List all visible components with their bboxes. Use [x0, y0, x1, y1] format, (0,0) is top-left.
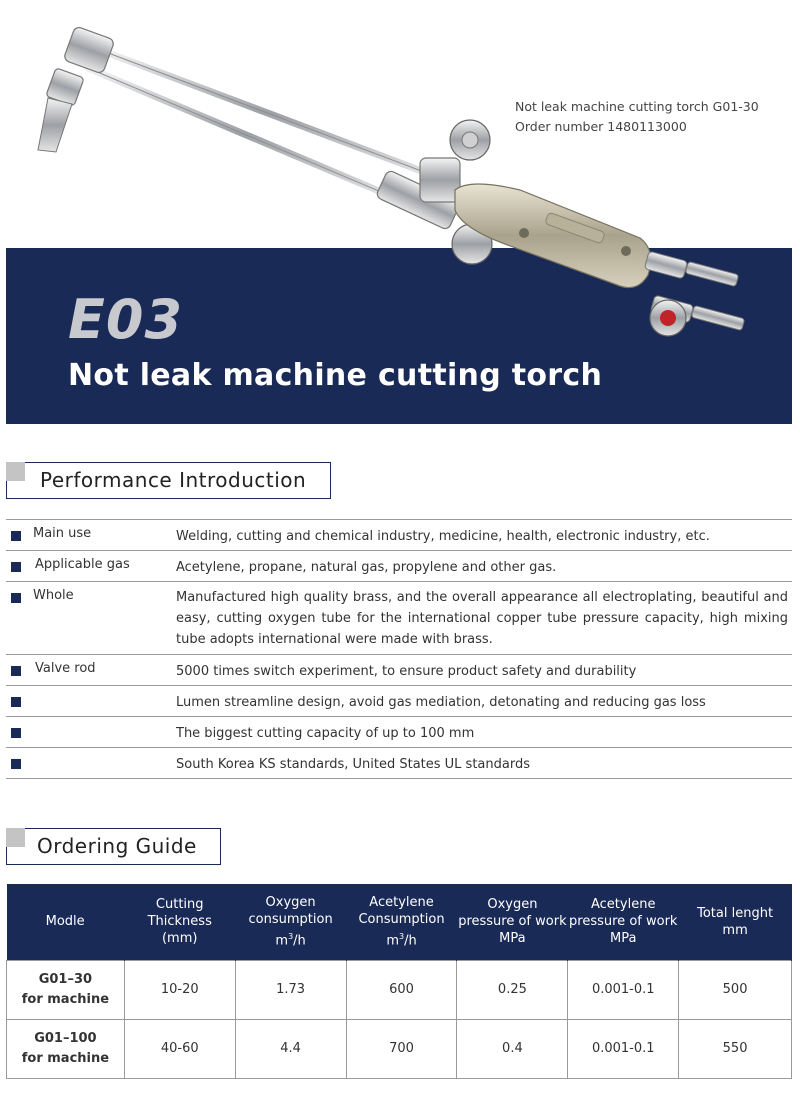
caption-order-number: Order number 1480113000: [515, 119, 687, 134]
perf-value: Acetylene, propane, natural gas, propylene and other gas.: [176, 560, 557, 575]
perf-row: [6, 582, 792, 655]
cell-oxygen: 1.73: [235, 960, 346, 1019]
table-row: [7, 960, 792, 1019]
cell-model: G01–100 for machine: [7, 1019, 125, 1078]
bullet-icon: [11, 562, 21, 572]
perf-key: [6, 754, 176, 778]
perf-row: [6, 686, 792, 717]
performance-heading: Performance Introduction: [40, 468, 307, 492]
caption-model: Not leak machine cutting torch G01-30: [515, 99, 759, 114]
perf-key: Valve rod: [35, 661, 96, 676]
cell-cutting: 40-60: [124, 1019, 235, 1078]
table-row: [7, 1019, 792, 1078]
bullet-icon: [11, 759, 21, 769]
title-banner: [6, 248, 792, 424]
perf-value: 5000 times switch experiment, to ensure product safety and durability: [176, 664, 637, 679]
perf-value: Lumen streamline design, avoid gas mediation, detonating and reducing gas loss: [176, 695, 706, 710]
perf-row: [6, 748, 792, 779]
cell-acetylene: 700: [346, 1019, 457, 1078]
cell-acetylene: 600: [346, 960, 457, 1019]
ordering-heading: Ordering Guide: [37, 834, 197, 858]
perf-key: Main use: [33, 526, 92, 541]
ordering-heading-box: [6, 828, 221, 865]
perf-row: [6, 551, 792, 582]
perf-row: [6, 655, 792, 686]
bullet-icon: [11, 593, 21, 603]
cell-ace-pressure: 0.001-0.1: [568, 1019, 679, 1078]
heading-square-icon: [6, 462, 25, 481]
perf-row: [6, 520, 792, 551]
perf-key: Whole: [33, 588, 74, 603]
cell-length: 500: [679, 960, 792, 1019]
performance-heading-box: [6, 462, 331, 499]
heading-square-icon: [6, 828, 25, 847]
product-caption: [515, 97, 759, 137]
cell-ace-pressure: 0.001-0.1: [568, 960, 679, 1019]
product-code: E03: [68, 288, 184, 351]
bullet-icon: [11, 531, 21, 541]
col-oxygen-pressure: Oxygen pressure of work MPa: [457, 884, 568, 960]
cell-cutting: 10-20: [124, 960, 235, 1019]
col-acetylene-consumption: Acetylene Consumption $m^3/h$: [346, 884, 457, 960]
cell-oxy-pressure: 0.4: [457, 1019, 568, 1078]
perf-value: The biggest cutting capacity of up to 100 mm: [176, 726, 475, 741]
product-title: Not leak machine cutting torch: [68, 358, 603, 393]
ordering-table: [6, 884, 792, 1079]
bullet-icon: [11, 728, 21, 738]
perf-row: [6, 717, 792, 748]
cell-oxygen: 4.4: [235, 1019, 346, 1078]
bullet-icon: [11, 697, 21, 707]
col-cutting-thickness: Cutting Thickness (mm): [124, 884, 235, 960]
col-model: Modle: [7, 884, 125, 960]
perf-key: [6, 723, 176, 747]
col-acetylene-pressure: Acetylene pressure of work MPa: [568, 884, 679, 960]
perf-value: Manufactured high quality brass, and the overall appearance all electroplating, beautiful and easy, cutting oxygen tube for the international copper tube pressure capacity, high mixing tube adopts international were made with brass.: [176, 590, 788, 647]
cell-length: 550: [679, 1019, 792, 1078]
col-oxygen-consumption: Oxygen consumption $m^3/h$: [235, 884, 346, 960]
perf-key: Applicable gas: [35, 557, 130, 572]
table-header-row: [7, 884, 792, 960]
perf-value: Welding, cutting and chemical industry, medicine, health, electronic industry, etc.: [176, 529, 710, 544]
perf-key: [6, 692, 176, 716]
col-total-length: Total lenght mm: [679, 884, 792, 960]
cell-oxy-pressure: 0.25: [457, 960, 568, 1019]
performance-table: [6, 519, 792, 779]
cell-model: G01–30 for machine: [7, 960, 125, 1019]
bullet-icon: [11, 666, 21, 676]
perf-value: South Korea KS standards, United States UL standards: [176, 757, 530, 772]
